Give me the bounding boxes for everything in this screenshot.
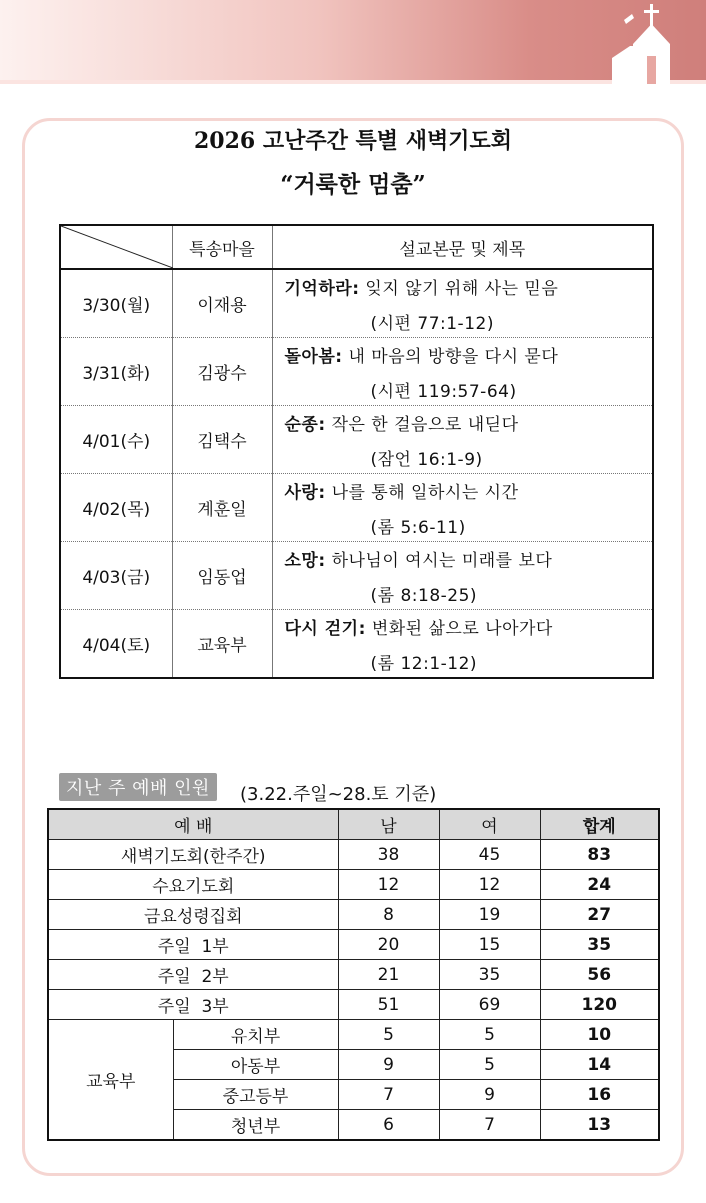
female-count: 19 (439, 900, 540, 930)
schedule-date: 3/30(월) (82, 296, 151, 316)
schedule-sermon (272, 406, 653, 474)
header-choir: 특송마을 (172, 225, 272, 269)
total-count: 27 (540, 900, 659, 930)
schedule-date: 3/31(화) (60, 338, 172, 406)
schedule-date: 4/01(수) (60, 406, 172, 474)
department-name: 유치부 (173, 1020, 338, 1050)
education-group: 교육부 (48, 1020, 173, 1141)
sermon-title: 내 마음의 방향을 다시 묻다 (348, 346, 559, 367)
sermon-reference: (시편 77:1-12) (370, 313, 494, 334)
total-count: 10 (540, 1020, 659, 1050)
attendance-row (48, 870, 659, 900)
attendance-label: 지난 주 예배 인원 (59, 773, 217, 801)
schedule-sermon (272, 338, 653, 406)
schedule-sermon (272, 610, 653, 679)
sermon-title: 하나님이 여시는 미래를 보다 (331, 550, 553, 571)
male-count: 21 (338, 960, 439, 990)
schedule-header-row (60, 225, 653, 269)
service-name: 주일 2부 (48, 960, 338, 990)
department-name: 청년부 (173, 1110, 338, 1141)
female-count: 7 (439, 1110, 540, 1141)
schedule-choir: 계훈일 (172, 474, 272, 542)
schedule-date: 4/02(목) (60, 474, 172, 542)
header-female: 여 (439, 809, 540, 840)
schedule-sermon (272, 542, 653, 610)
banner-rule (0, 80, 706, 84)
schedule-row (60, 474, 653, 542)
diagonal-line (61, 226, 173, 268)
header-sermon: 설교본문 및 제목 (272, 225, 653, 269)
page-subtitle: “거룩한 멈춤” (280, 171, 426, 198)
department-name: 아동부 (173, 1050, 338, 1080)
schedule-choir: 김광수 (172, 338, 272, 406)
schedule-sermon (272, 474, 653, 542)
female-count: 35 (439, 960, 540, 990)
attendance-table (47, 808, 660, 1141)
female-count: 45 (439, 840, 540, 870)
total-count: 83 (540, 840, 659, 870)
schedule-choir: 김택수 (172, 406, 272, 474)
female-count: 5 (439, 1050, 540, 1080)
male-count: 51 (338, 990, 439, 1020)
female-count: 69 (439, 990, 540, 1020)
male-count: 9 (338, 1050, 439, 1080)
total-count: 14 (540, 1050, 659, 1080)
schedule-choir: 이재용 (172, 269, 272, 338)
male-count: 12 (338, 870, 439, 900)
attendance-row (48, 990, 659, 1020)
header-male: 남 (338, 809, 439, 840)
schedule-choir: 임동업 (172, 542, 272, 610)
schedule-row (60, 269, 653, 338)
male-count: 20 (338, 930, 439, 960)
schedule-row (60, 610, 653, 679)
sermon-title: 변화된 삶으로 나아가다 (371, 618, 553, 639)
sermon-reference: (시편 119:57-64) (370, 381, 517, 402)
sermon-theme: 돌아봄: (284, 346, 343, 367)
attendance-row (48, 930, 659, 960)
schedule-table (59, 224, 654, 679)
schedule-row (60, 542, 653, 610)
total-count: 13 (540, 1110, 659, 1141)
female-count: 12 (439, 870, 540, 900)
sermon-title: 잊지 않기 위해 사는 믿음 (365, 278, 559, 299)
top-banner (0, 0, 706, 84)
church-icon (608, 0, 688, 84)
female-count: 5 (439, 1020, 540, 1050)
attendance-row (48, 840, 659, 870)
male-count: 5 (338, 1020, 439, 1050)
female-count: 9 (439, 1080, 540, 1110)
schedule-row (60, 406, 653, 474)
attendance-row (48, 1020, 659, 1050)
header-service: 예 배 (48, 809, 338, 840)
female-count: 15 (439, 930, 540, 960)
attendance-header-row (48, 809, 659, 840)
sermon-theme: 다시 걷기: (284, 618, 366, 639)
sermon-theme: 기억하라: (284, 278, 360, 299)
sermon-reference: (롬 12:1-12) (370, 653, 478, 674)
service-name: 새벽기도회(한주간) (48, 840, 338, 870)
schedule-sermon (272, 269, 653, 338)
attendance-period: (3.22.주일~28.토 기준) (240, 784, 437, 805)
sermon-theme: 사랑: (284, 482, 326, 503)
attendance-row (48, 900, 659, 930)
total-count: 120 (540, 990, 659, 1020)
total-count: 24 (540, 870, 659, 900)
sermon-reference: (롬 8:18-25) (370, 585, 478, 606)
total-count: 16 (540, 1080, 659, 1110)
attendance-row (48, 960, 659, 990)
service-name: 수요기도회 (48, 870, 338, 900)
service-name: 주일 3부 (48, 990, 338, 1020)
sermon-title: 작은 한 걸음으로 내딛다 (331, 414, 519, 435)
department-name: 중고등부 (173, 1080, 338, 1110)
sermon-theme: 소망: (284, 550, 326, 571)
header-total: 합계 (540, 809, 659, 840)
sermon-title: 나를 통해 일하시는 시간 (331, 482, 519, 503)
service-name: 금요성령집회 (48, 900, 338, 930)
page-title: 2026 고난주간 특별 새벽기도회 (194, 128, 512, 154)
male-count: 8 (338, 900, 439, 930)
male-count: 6 (338, 1110, 439, 1141)
male-count: 7 (338, 1080, 439, 1110)
total-count: 35 (540, 930, 659, 960)
service-name: 주일 1부 (48, 930, 338, 960)
sermon-reference: (잠언 16:1-9) (370, 449, 483, 470)
sermon-theme: 순종: (284, 414, 326, 435)
diagonal-header-cell (60, 225, 172, 269)
schedule-row (60, 338, 653, 406)
schedule-date: 4/04(토) (60, 610, 172, 679)
schedule-date: 4/03(금) (60, 542, 172, 610)
schedule-choir: 교육부 (172, 610, 272, 679)
sermon-reference: (롬 5:6-11) (370, 517, 466, 538)
total-count: 56 (540, 960, 659, 990)
male-count: 38 (338, 840, 439, 870)
